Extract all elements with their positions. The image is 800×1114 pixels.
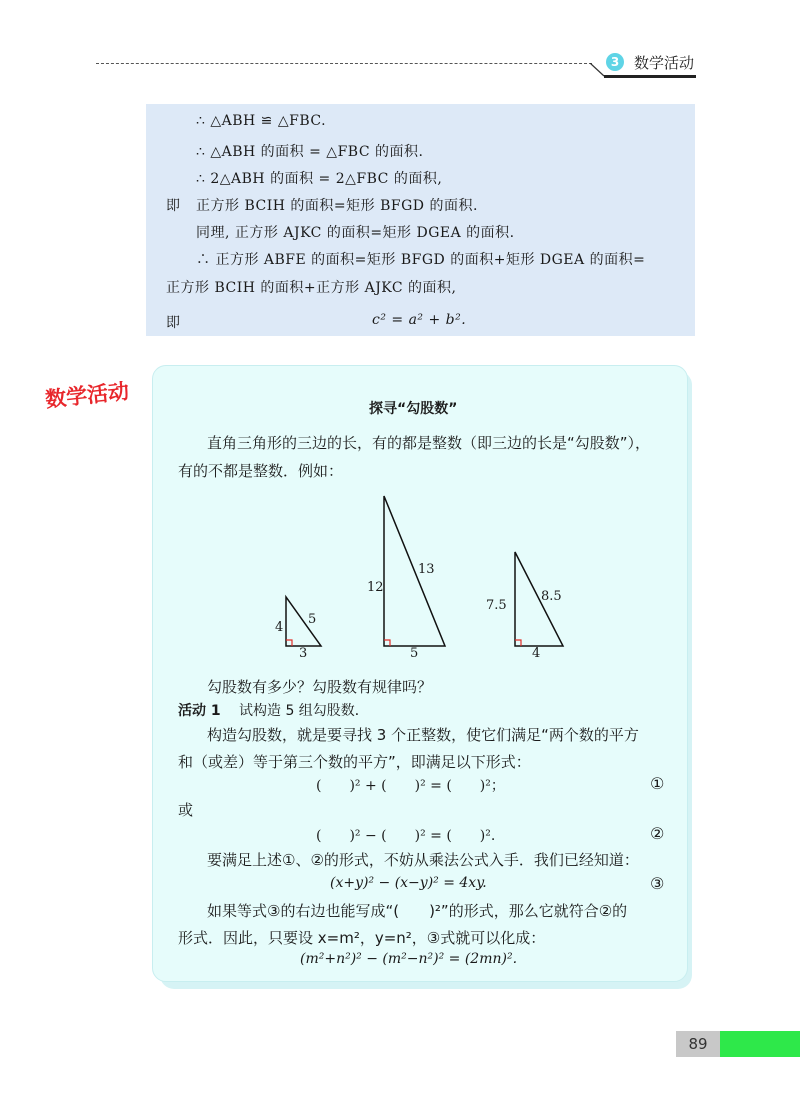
tri2-hypotenuse-label: 13 bbox=[418, 562, 435, 577]
svg-text:数学活动: 数学活动 bbox=[44, 379, 131, 412]
header-dashed-rule bbox=[96, 63, 592, 64]
intro-line-1: 直角三角形的三边的长，有的都是整数（即三边的长是“勾股数”）， bbox=[207, 434, 651, 452]
para-2: 要满足上述①、②的形式，不妨从乘法公式入手．我们已经知道： bbox=[207, 851, 639, 869]
triangle-5-12-13 bbox=[384, 496, 445, 646]
activity-1-text: 试构造 5 组勾股数． bbox=[239, 703, 369, 719]
proof-box bbox=[146, 104, 695, 336]
para-3-line-1: 如果等式③的右边也能写成“( )²”的形式，那么它就符合②的 bbox=[207, 902, 628, 920]
proof-line-1: ∴ △ABH ≌ △FBC. bbox=[196, 113, 327, 129]
activity-title: 探寻“勾股数” bbox=[369, 401, 458, 417]
tri3-hypotenuse-label: 8.5 bbox=[541, 589, 562, 604]
equation-2: ( )² − ( )² = ( )². bbox=[316, 828, 496, 844]
equation-2-marker: ② bbox=[650, 824, 665, 843]
tri3-vertical-label: 7.5 bbox=[486, 598, 507, 613]
chapter-title: 数学活动 bbox=[634, 54, 695, 72]
proof-line-4-prefix: 即 bbox=[166, 198, 181, 214]
question-line: 勾股数有多少？勾股数有规律吗？ bbox=[207, 678, 433, 696]
tri1-hypotenuse-label: 5 bbox=[308, 612, 317, 627]
proof-line-4: 正方形 BCIH 的面积=矩形 BFGD 的面积. bbox=[196, 198, 478, 214]
equation-4: (m²+n²)² − (m²−n²)² = (2mn)². bbox=[300, 951, 518, 967]
tri2-horizontal-label: 5 bbox=[410, 646, 419, 661]
intro-line-2: 有的不都是整数．例如： bbox=[178, 462, 344, 480]
equation-3-marker: ③ bbox=[650, 874, 665, 893]
proof-line-2: ∴ △ABH 的面积 = △FBC 的面积. bbox=[196, 144, 424, 160]
tri2-vertical-label: 12 bbox=[367, 580, 384, 595]
para-1-line-1: 构造勾股数，就是要寻找 3 个正整数，使它们满足“两个数的平方 bbox=[207, 726, 639, 744]
proof-line-3: ∴ 2△ABH 的面积 = 2△FBC 的面积, bbox=[196, 171, 443, 187]
math-activity-badge bbox=[42, 374, 147, 412]
proof-line-8: c² = a² + b². bbox=[372, 312, 467, 328]
proof-line-8-prefix: 即 bbox=[166, 315, 181, 331]
proof-line-7: 正方形 BCIH 的面积+正方形 AJKC 的面积, bbox=[166, 280, 457, 296]
equation-1: ( )² + ( )² = ( )²； bbox=[316, 778, 505, 794]
chapter-number-badge: 3 bbox=[606, 53, 624, 71]
equation-1-marker: ① bbox=[650, 774, 665, 793]
equation-3: (x+y)² − (x−y)² = 4xy. bbox=[330, 875, 487, 891]
para-3-line-2: 形式．因此，只要设 x=m²，y=n²，③式就可以化成： bbox=[178, 929, 546, 947]
header-underline bbox=[604, 75, 696, 78]
or-word: 或 bbox=[178, 801, 194, 819]
activity-1-label: 活动 1 bbox=[178, 703, 221, 719]
tri1-horizontal-label: 3 bbox=[299, 646, 308, 661]
para-1-line-2: 和（或差）等于第三个数的平方”，即满足以下形式： bbox=[178, 753, 531, 771]
proof-line-5: 同理, 正方形 AJKC 的面积=矩形 DGEA 的面积. bbox=[196, 225, 515, 241]
page-number-bar bbox=[720, 1031, 800, 1057]
triangles-figure bbox=[260, 490, 600, 665]
tri3-horizontal-label: 4 bbox=[532, 646, 541, 661]
page-number: 89 bbox=[688, 1035, 708, 1053]
proof-line-6: ∴ 正方形 ABFE 的面积=矩形 BFGD 的面积+矩形 DGEA 的面积= bbox=[196, 252, 646, 268]
tri1-vertical-label: 4 bbox=[275, 620, 284, 635]
